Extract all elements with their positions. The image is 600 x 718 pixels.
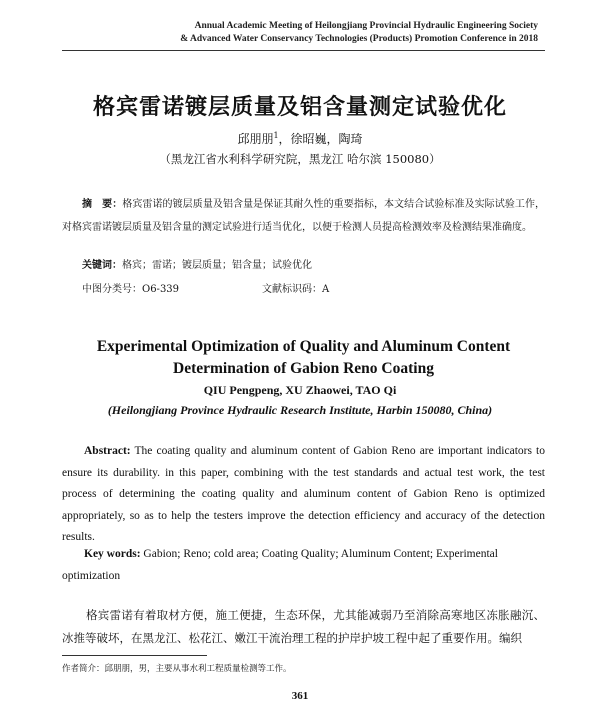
chinese-keywords-text: 格宾；雷诺；镀层质量；铝含量；试验优化	[122, 260, 312, 271]
english-keywords	[62, 544, 545, 587]
english-affiliation: (Heilongjiang Province Hydraulic Research Institute, Harbin 150080, China)	[107, 403, 493, 417]
running-head	[118, 20, 538, 46]
chinese-affiliation: （黑龙江省水利科学研究院，黑龙江 哈尔滨 150080）	[159, 152, 441, 166]
chinese-keywords	[82, 256, 545, 271]
chinese-abstract-label: 摘 要：	[82, 199, 123, 210]
chinese-authors	[0, 130, 600, 147]
english-abstract	[62, 441, 545, 549]
english-keywords-text: Gabion; Reno; cold area; Coating Quality; Aluminum Content; Experimental optimization	[62, 548, 498, 582]
running-head-line-1: Annual Academic Meeting of Heilongjiang Provincial Hydraulic Engineering Society	[194, 21, 538, 31]
document-code: 文献标识码：A	[262, 284, 330, 295]
english-abstract-label: Abstract:	[84, 445, 131, 457]
chinese-other-authors: ，徐昭巍，陶琦	[278, 132, 363, 146]
english-title-line-1: Experimental Optimization of Quality and Aluminum Content	[96, 338, 511, 355]
english-abstract-text: The coating quality and aluminum content of Gabion Reno are important indicators to ensure its durability. in this paper, combining with the test standards and actual test work, the test process of determining the coating quality and aluminum content of Gabion Reno is optimized appropriately, so as to help the testers improve the detection efficiency and accuracy of the detection results.	[62, 445, 545, 543]
chinese-keywords-label: 关键词：	[82, 260, 122, 271]
header-rule	[62, 50, 545, 51]
chinese-first-author: 邱朋朋	[237, 132, 274, 146]
classification-number: 中图分类号：O6-339	[82, 284, 180, 295]
page-number: 361	[291, 690, 309, 702]
english-keywords-label: Key words:	[84, 548, 141, 560]
author-footnote: 作者简介：邱朋朋，男，主要从事水利工程质量检测等工作。	[62, 664, 292, 674]
chinese-abstract-text: 格宾雷诺的镀层质量及铝含量是保证其耐久性的重要指标，本文结合试验标准及实际试验工作，对格宾雷诺镀层质量及铝含量的测定试验进行适当优化，以便于检测人员提高检测效率及检测结果准确度。	[62, 199, 546, 233]
english-title-line-2: Determination of Gabion Reno Coating	[173, 360, 434, 377]
author-affiliation-mark: 1	[273, 131, 279, 140]
english-authors: QIU Pengpeng, XU Zhaowei, TAO Qi	[203, 383, 397, 397]
running-head-line-2: & Advanced Water Conservancy Technologies (Products) Promotion Conference in 2018	[180, 34, 538, 44]
body-paragraph: 格宾雷诺有着取材方便，施工便捷，生态环保，尤其能减弱乃至消除高寒地区冻胀融沉、冰推等破坏，在黑龙江、松花江、嫩江干流治理工程的护岸护坡工程中起了重要作用。编织	[62, 608, 545, 645]
chinese-abstract	[62, 193, 545, 239]
chinese-title: 格宾雷诺镀层质量及铝含量测定试验优化	[92, 95, 507, 120]
footnote-rule	[62, 655, 207, 656]
english-title	[62, 336, 545, 380]
